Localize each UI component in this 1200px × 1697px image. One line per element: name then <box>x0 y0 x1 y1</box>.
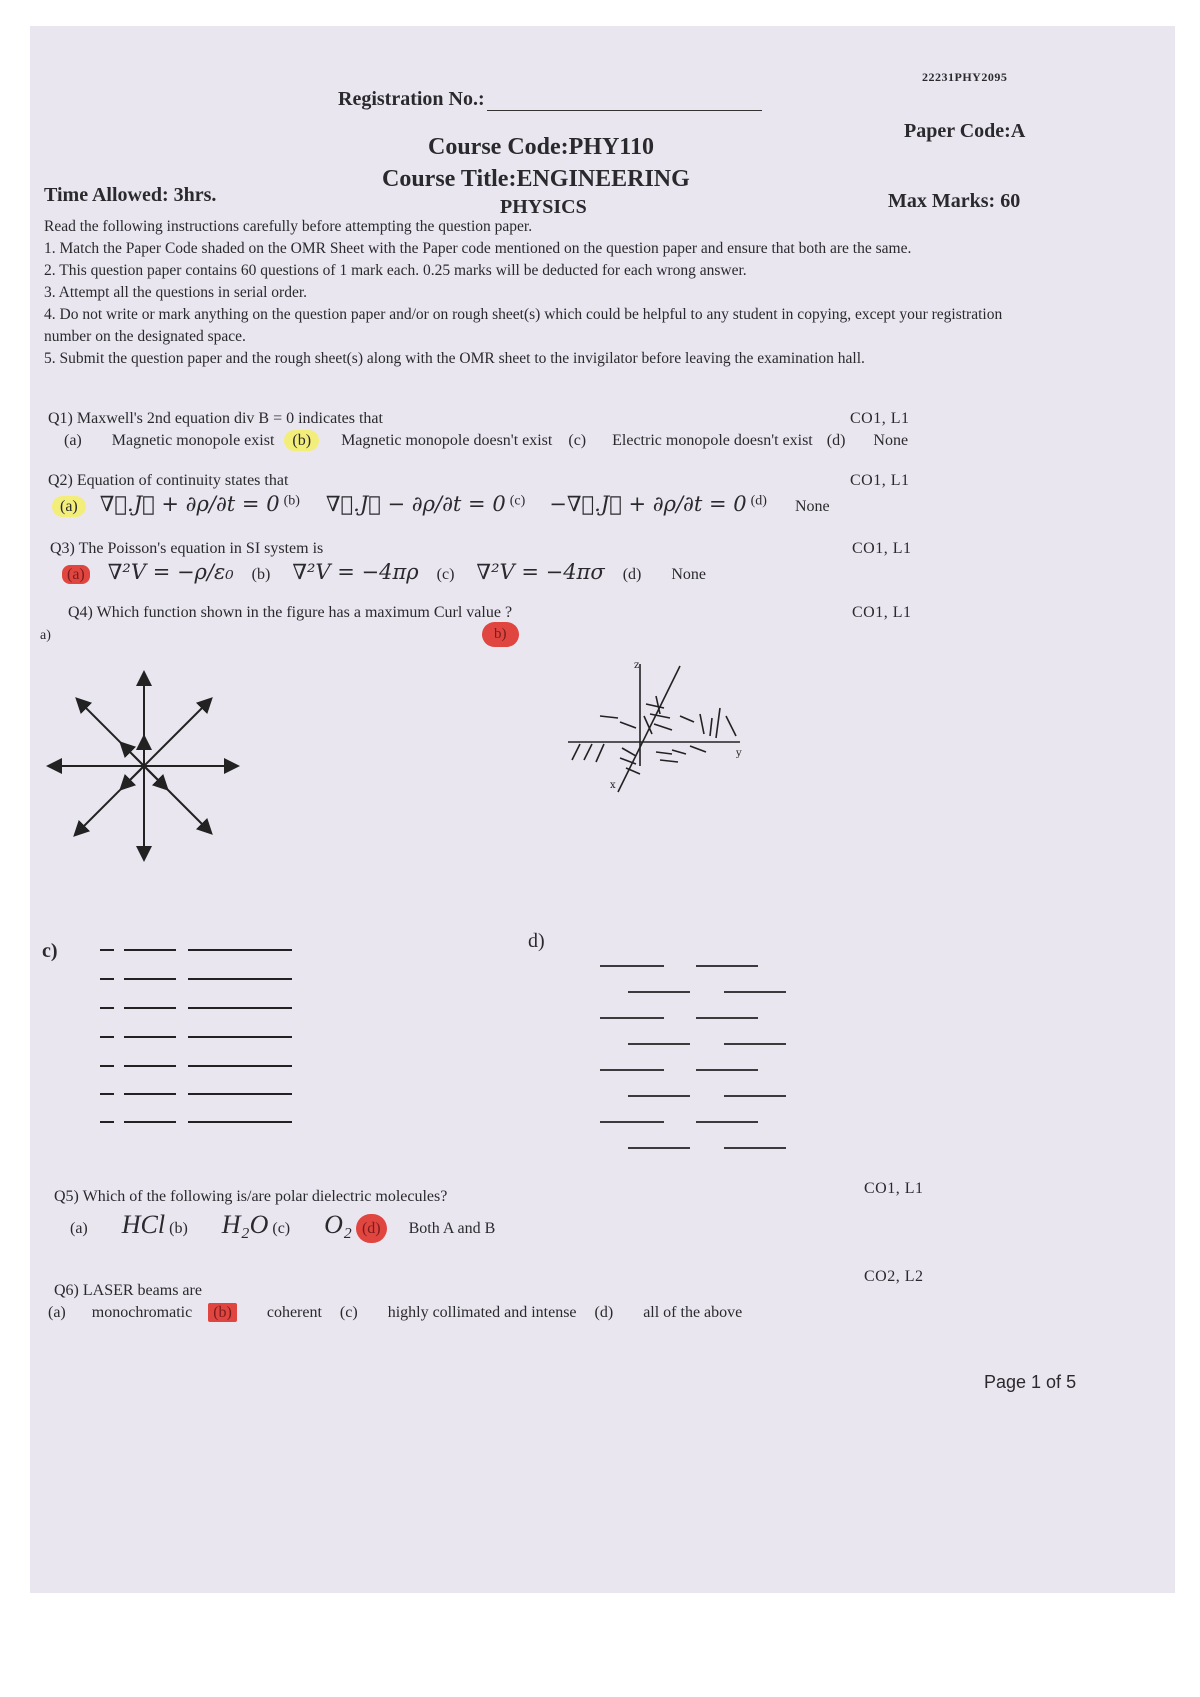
option-label: (b) <box>251 566 271 583</box>
figure-d-staggered-field <box>596 956 796 1166</box>
question-3-co: CO1, L1 <box>852 540 912 557</box>
question-1-options <box>64 432 908 450</box>
option-label: (d) <box>622 566 642 583</box>
question-3-options <box>62 560 706 584</box>
option-label: (c) <box>339 1304 358 1321</box>
option-label: (d) <box>750 493 767 509</box>
instruction-item: 2. This question paper contains 60 questions of 1 mark each. 0.25 marks will be deducted for each wrong answer. <box>44 262 747 279</box>
registration-label: Registration No.: <box>338 88 485 110</box>
figure-label-b-selected: b) <box>482 622 519 647</box>
exam-sheet <box>30 26 1175 1593</box>
option-text: monochromatic <box>91 1304 193 1321</box>
option-label-selected: (b) <box>208 1303 237 1322</box>
option-label: (b) <box>283 493 300 509</box>
figure-label-d: d) <box>528 930 545 952</box>
option-equation: −∇⃗.J⃗ + ∂ρ/∂t = 0 <box>549 492 747 516</box>
paper-code: Paper Code:A <box>904 120 1026 142</box>
option-text: all of the above <box>643 1304 743 1321</box>
option-text: None <box>671 566 707 583</box>
option-label: (d) <box>594 1304 614 1321</box>
instruction-item: 4. Do not write or mark anything on the question paper and/or on rough sheet(s) which could be helpful to any student in copying, except your registration number on the designated space. <box>44 306 1003 345</box>
figure-label-a: a) <box>40 628 51 643</box>
option-formula: O₂ <box>324 1210 352 1239</box>
option-text: Both A and B <box>408 1220 496 1237</box>
option-label: (b) <box>169 1220 188 1237</box>
question-6-co: CO2, L2 <box>864 1268 924 1285</box>
question-3-text: Q3) The Poisson's equation in SI system is <box>50 540 324 557</box>
question-4-co: CO1, L1 <box>852 604 912 621</box>
question-5-options <box>70 1210 495 1240</box>
question-2-options <box>52 492 830 516</box>
figure-label-c: c) <box>42 940 58 962</box>
question-1-text: Q1) Maxwell's 2nd equation div B = 0 indicates that <box>48 410 383 427</box>
option-label: (c) <box>272 1220 291 1237</box>
option-label: (c) <box>568 432 587 449</box>
figure-b-curl-field <box>560 656 760 806</box>
option-text: coherent <box>266 1304 322 1321</box>
option-label-selected: (d) <box>356 1214 387 1243</box>
question-5-co: CO1, L1 <box>864 1180 924 1197</box>
time-allowed: Time Allowed: 3hrs. <box>44 184 217 206</box>
instruction-item: 5. Submit the question paper and the rough sheet(s) along with the OMR sheet to the invigilator before leaving the examination hall. <box>44 350 865 367</box>
serial-number: 22231PHY2095 <box>922 70 1008 84</box>
option-formula: HCl <box>121 1210 166 1239</box>
option-label: (a) <box>48 1304 66 1321</box>
option-equation: ∇²V = −4πρ <box>292 560 419 584</box>
option-label: (a) <box>70 1220 88 1237</box>
question-4-text: Q4) Which function shown in the figure has a maximum Curl value ? <box>68 604 513 621</box>
registration-line <box>487 90 762 111</box>
registration-field <box>338 88 762 111</box>
option-label: (d) <box>826 432 846 449</box>
figure-a-radial-field <box>44 666 244 866</box>
option-equation: ∇²V = −4πσ <box>476 560 605 584</box>
axis-label-y: y <box>736 748 742 759</box>
option-formula: H₂O <box>221 1210 269 1239</box>
option-label: (a) <box>64 432 82 449</box>
option-equation: ∇²V = −ρ/ε₀ <box>107 560 234 584</box>
max-marks: Max Marks: 60 <box>888 190 1021 212</box>
instruction-item: 1. Match the Paper Code shaded on the OMR Sheet with the Paper code mentioned on the question paper and ensure that both are the same. <box>44 240 912 257</box>
question-5-text: Q5) Which of the following is/are polar dielectric molecules? <box>54 1188 448 1205</box>
course-code: Course Code:PHY110 <box>428 134 654 160</box>
option-label-selected: (a) <box>52 496 86 517</box>
axis-label-x: x <box>610 780 616 791</box>
instructions-intro: Read the following instructions carefully before attempting the question paper. <box>44 218 533 235</box>
instructions <box>44 216 1019 370</box>
course-title-line2: PHYSICS <box>500 196 587 218</box>
option-text: highly collimated and intense <box>387 1304 577 1321</box>
page-number: Page 1 of 5 <box>984 1372 1077 1392</box>
question-6-text: Q6) LASER beams are <box>54 1282 202 1299</box>
option-equation: ∇⃗.J⃗ − ∂ρ/∂t = 0 <box>325 492 506 516</box>
question-6-options <box>48 1304 742 1322</box>
option-label-selected: (a) <box>62 565 90 584</box>
course-title: Course Title:ENGINEERING <box>382 166 690 192</box>
option-text: None <box>794 498 830 515</box>
question-1-co: CO1, L1 <box>850 410 910 427</box>
question-2-co: CO1, L1 <box>850 472 910 489</box>
option-text: None <box>873 432 909 449</box>
option-label-selected: (b) <box>284 430 319 451</box>
instruction-item: 3. Attempt all the questions in serial order. <box>44 284 308 301</box>
option-label: (c) <box>436 566 455 583</box>
option-text: Electric monopole doesn't exist <box>612 432 813 449</box>
option-label: (c) <box>509 493 526 509</box>
option-equation: ∇⃗.J⃗ + ∂ρ/∂t = 0 <box>99 492 280 516</box>
figure-c-uniform-field <box>96 940 296 1130</box>
axis-label-z: z <box>634 660 640 671</box>
option-text: Magnetic monopole exist <box>111 432 275 449</box>
question-2-text: Q2) Equation of continuity states that <box>48 472 289 489</box>
option-text: Magnetic monopole doesn't exist <box>341 432 553 449</box>
